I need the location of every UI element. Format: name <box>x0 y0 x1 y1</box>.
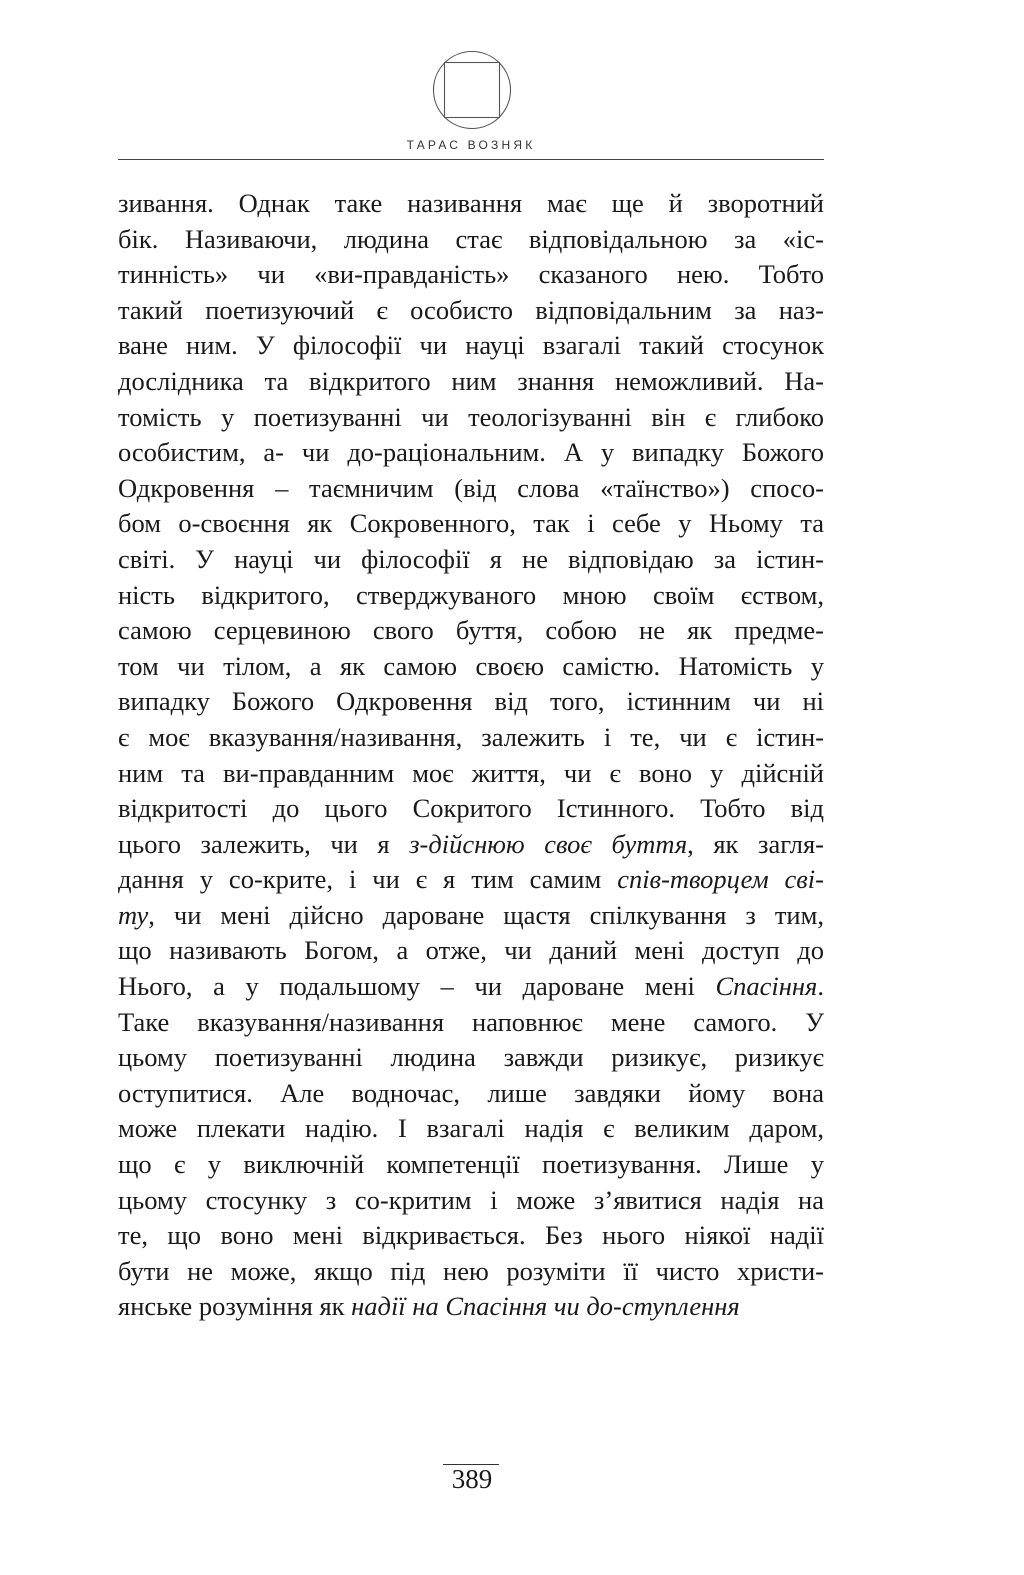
text-line <box>118 400 824 436</box>
italic-segment: з-дійснюю своє буття <box>409 828 688 859</box>
text-segment: янське розуміння як <box>118 1291 352 1322</box>
text-line <box>118 756 824 792</box>
text-line <box>118 720 824 756</box>
circle-square-logo-icon <box>432 50 512 130</box>
text-line <box>118 435 824 471</box>
text-segment: ним та ви-правданним моє життя, чи є воно у дійсній <box>118 757 824 788</box>
text-segment: такий поетизуючий є особисто відповідальним за наз- <box>118 294 824 325</box>
text-segment: самою серцевиною свого буття, собою не як предме- <box>118 615 824 646</box>
page-number: 389 <box>451 1464 493 1494</box>
italic-segment: спів-творцем сві- <box>617 864 824 895</box>
text-segment: тинність» чи «ви-правданість» сказаного нею. Тобто <box>118 259 824 290</box>
text-line <box>118 293 824 329</box>
text-segment: випадку Божого Одкровення від того, істинним чи ні <box>118 686 824 717</box>
text-line <box>118 684 824 720</box>
text-segment: бом о-своєння як Сокровенного, так і себе у Ньому та <box>118 508 824 539</box>
text-segment: оступитися. Але водночас, лише завдяки йому вона <box>118 1077 824 1108</box>
text-line <box>118 506 824 542</box>
text-line <box>118 542 824 578</box>
text-segment: ване ним. У філософії чи науці взагалі такий стосунок <box>118 330 824 361</box>
text-segment: цього залежить, чи я <box>118 828 410 859</box>
text-segment: Таке вказування/називання наповнює мене самого. У <box>118 1006 824 1037</box>
text-line <box>118 613 824 649</box>
text-line <box>118 471 824 507</box>
text-line <box>118 791 824 827</box>
text-segment: може плекати надію. І взагалі надія є великим даром, <box>118 1113 824 1144</box>
italic-segment: надії на Спасіння чи до-ступлення <box>351 1291 740 1322</box>
text-line <box>118 1076 824 1112</box>
text-segment: зивання. Однак таке називання має ще й зворотний <box>118 188 824 218</box>
text-line <box>118 1005 824 1041</box>
text-line <box>118 1254 824 1290</box>
text-segment: томість у поетизуванні чи теологізуванні він є глибоко <box>118 401 824 432</box>
text-line <box>118 578 824 614</box>
text-line <box>118 1147 824 1183</box>
italic-segment: ту <box>118 899 149 930</box>
text-segment: бік. Називаючи, людина стає відповідальною за «іс- <box>118 223 824 254</box>
text-line <box>118 827 824 863</box>
body-text <box>118 186 824 1325</box>
text-line <box>118 1111 824 1147</box>
text-segment: що є у виключній компетенції поетизування. Лише у <box>118 1149 824 1180</box>
text-line <box>118 186 824 222</box>
text-segment: цьому стосунку з со-критим і може з’явитися надія на <box>118 1184 824 1215</box>
text-segment: цьому поетизуванні людина завжди ризикує, ризикує <box>118 1042 824 1073</box>
text-segment: дослідника та відкритого ним знання неможливий. На- <box>118 365 824 396</box>
text-segment: бути не може, якщо під нею розуміти її чисто христи- <box>118 1255 824 1286</box>
text-line <box>118 328 824 364</box>
text-line <box>118 1289 824 1325</box>
italic-segment: Спасіння <box>715 971 818 1002</box>
text-segment: що називають Богом, а отже, чи даний мені доступ до <box>118 935 824 966</box>
text-line <box>118 933 824 969</box>
text-line <box>118 1183 824 1219</box>
text-segment: том чи тілом, а як самою своєю самістю. Натомість у <box>118 650 824 681</box>
text-segment: Нього, а у подальшому – чи дароване мені <box>118 971 716 1002</box>
text-segment: дання у со-крите, і чи є я тим самим <box>118 864 618 895</box>
text-line <box>118 257 824 293</box>
text-segment: є моє вказування/називання, залежить і те, чи є істин- <box>118 721 824 752</box>
header-rule <box>118 159 824 160</box>
text-line <box>118 364 824 400</box>
text-segment: те, що воно мені відкривається. Без нього ніякої надії <box>118 1220 824 1251</box>
text-line <box>118 222 824 258</box>
text-segment: відкритості до цього Сокритого Істинного. Тобто від <box>118 793 824 824</box>
text-segment: . <box>817 971 824 1002</box>
text-segment: Одкровення – таємничим (від слова «таїнство») спосо- <box>118 472 824 503</box>
text-line <box>118 1040 824 1076</box>
text-line <box>118 898 824 934</box>
text-line <box>118 1218 824 1254</box>
text-segment: особистим, а- чи до-раціональним. А у випадку Божого <box>118 437 824 468</box>
text-segment: світі. У науці чи філософії я не відповідаю за істин- <box>118 543 824 574</box>
text-line <box>118 969 824 1005</box>
text-line <box>118 862 824 898</box>
text-segment: ність відкритого, стверджуваного мною своїм єством, <box>118 579 824 610</box>
text-segment: , як загля- <box>687 828 824 859</box>
text-segment: , чи мені дійсно дароване щастя спілкування з тим, <box>148 899 824 930</box>
running-head-author: ТАРАС ВОЗНЯК <box>406 138 536 152</box>
text-line <box>118 649 824 685</box>
